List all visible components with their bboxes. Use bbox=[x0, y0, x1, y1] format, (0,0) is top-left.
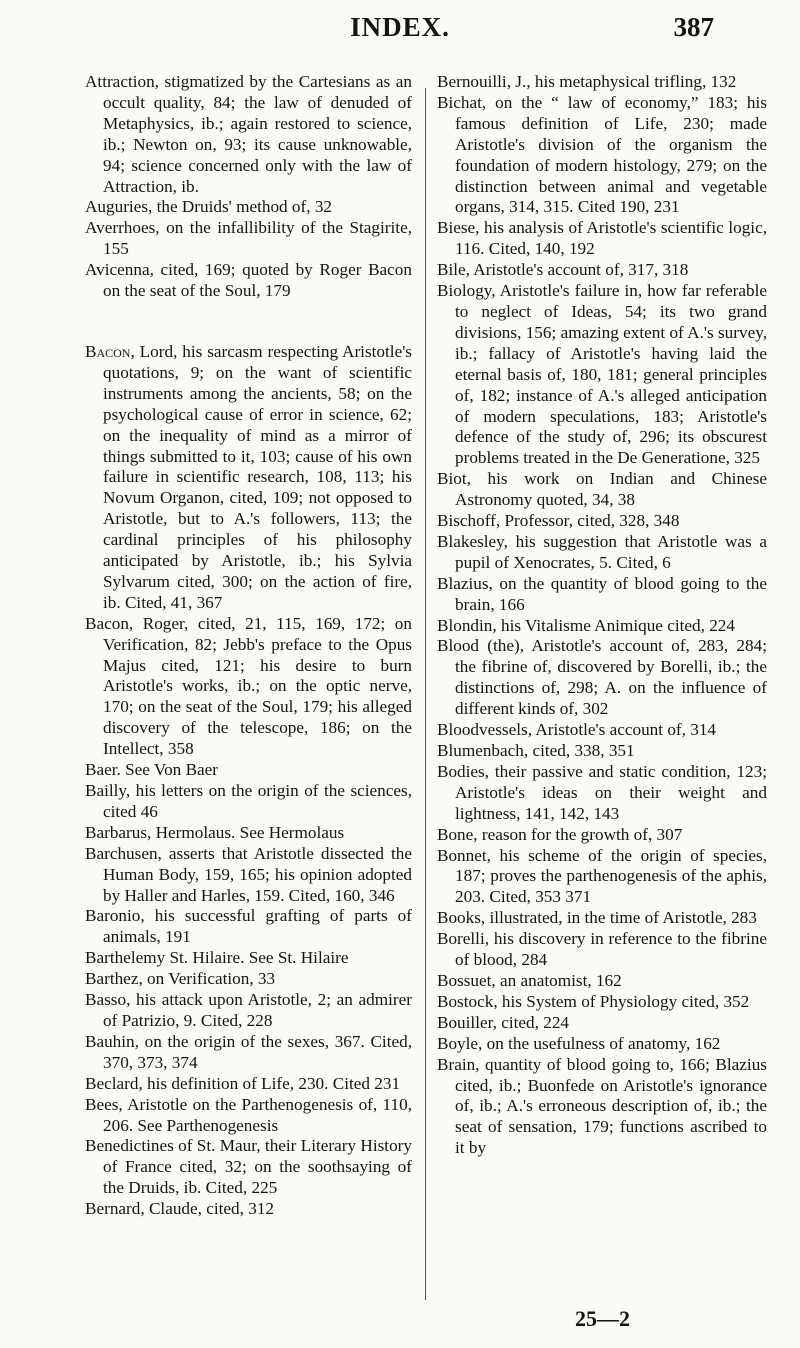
page-number: 387 bbox=[673, 12, 714, 42]
index-entry: Boyle, on the usefulness of anatomy, 162 bbox=[437, 1033, 721, 1053]
index-entry: Benedictines of St. Maur, their Literary History of France cited, 32; on the soothsaying of the Druids, ib. Cited, 225 bbox=[85, 1136, 412, 1198]
index-entry: Bouiller, cited, 224 bbox=[437, 1012, 570, 1032]
index-entry bbox=[85, 342, 412, 614]
signature-mark: 25—2 bbox=[575, 1306, 630, 1331]
index-entry: Blazius, on the quantity of blood going to the brain, 166 bbox=[437, 573, 767, 614]
column-divider bbox=[425, 88, 426, 1300]
index-entry: Beclard, his definition of Life, 230. Cited 231 bbox=[85, 1073, 401, 1093]
entry-text: , Lord, his sarcasm respecting Aristotle's quotations, 9; on the want of scientific instruments among the ancients, 58; on the psychological cause of error in science, 62; on the inequality of mind as a mirror of things submitted to it, 103; cause of his own failure in scientific research, 108, 113; his Novum Organon, cited, 109; not opposed to Aristotle, but to A.'s followers, 113; the cardinal principles of his philosophy anticipated by Aristotle, ib.; his Sylvia Sylvarum cited, 300; on the action of fire, ib. Cited, 41, 367 bbox=[103, 341, 412, 612]
index-entry: Baronio, his successful grafting of parts of animals, 191 bbox=[85, 906, 412, 947]
index-entry: Barbarus, Hermolaus. See Hermolaus bbox=[85, 822, 345, 842]
running-title: INDEX. bbox=[350, 12, 450, 42]
index-entry: Blakesley, his suggestion that Aristotle was a pupil of Xenocrates, 5. Cited, 6 bbox=[437, 531, 767, 572]
index-entry: Attraction, stigmatized by the Cartesians as an occult quality, 84; the law of denuded of Metaphysics, ib.; again restored to science, ib.; Newton on, 93; its cause unknowable, 94; science concerned only with the law of Attraction, ib. bbox=[85, 72, 412, 196]
index-entry: Bernouilli, J., his metaphysical trifling, 132 bbox=[437, 72, 737, 91]
index-entry: Bacon, Roger, cited, 21, 115, 169, 172; on Verification, 82; Jebb's preface to the Opus Majus cited, 121; his desire to burn Aristotle's works, ib.; on the optic nerve, 170; on the seat of the Soul, 179; his alleged discovery of the telescope, 186; on the Intellect, 358 bbox=[85, 613, 412, 759]
entry-heading: Bacon bbox=[85, 341, 131, 361]
right-column bbox=[437, 72, 767, 1159]
index-entry: Bernard, Claude, cited, 312 bbox=[85, 1199, 275, 1219]
index-entry: Averrhoes, on the infallibility of the Stagirite, 155 bbox=[85, 218, 412, 259]
index-entry: Bonnet, his scheme of the origin of species, 187; proves the parthenogenesis of the aphis, 203. Cited, 353 371 bbox=[437, 845, 767, 907]
index-entry: Biology, Aristotle's failure in, how far referable to neglect of Ideas, 54; its two grand divisions, 156; amazing extent of A.'s survey, ib.; fallacy of Aristotle's having laid the eternal basis of, 180, 181; general principles of, 182; instance of A.'s alleged anticipation of modern speculations, 183; Aristotle's defence of the study of, 296; its obscurest problems treated in the De Generatione, 325 bbox=[437, 281, 767, 468]
letter-gap bbox=[85, 302, 412, 342]
index-entry: Blumenbach, cited, 338, 351 bbox=[437, 741, 635, 760]
index-entry: Blood (the), Aristotle's account of, 283, 284; the fibrine of, discovered by Borelli, ib.; the distinctions of, 298; A. on the influence of different kinds of, 302 bbox=[437, 636, 767, 719]
index-entry: Bossuet, an anatomist, 162 bbox=[437, 970, 622, 990]
index-entry: Brain, quantity of blood going to, 166; Blazius cited, ib.; Buonfede on Aristotle's ignorance of, ib.; A.'s erroneous description of, ib.; the seat of sensation, 179; functions ascribed to it by bbox=[437, 1054, 767, 1158]
page-header bbox=[0, 12, 800, 48]
index-entry: Bailly, his letters on the origin of the sciences, cited 46 bbox=[85, 781, 412, 821]
index-entry: Biese, his analysis of Aristotle's scientific logic, 116. Cited, 140, 192 bbox=[437, 218, 767, 259]
index-entry: Bostock, his System of Physiology cited, 352 bbox=[437, 991, 750, 1011]
index-entry: Bees, Aristotle on the Parthenogenesis of, 110, 206. See Parthenogenesis bbox=[85, 1094, 412, 1135]
index-entry: Bloodvessels, Aristotle's account of, 314 bbox=[437, 720, 717, 740]
index-entry: Borelli, his discovery in reference to the fibrine of blood, 284 bbox=[437, 929, 767, 970]
index-entry: Avicenna, cited, 169; quoted by Roger Bacon on the seat of the Soul, 179 bbox=[85, 260, 412, 301]
index-entry: Bichat, on the “ law of economy,” 183; his famous definition of Life, 230; made Aristotle's division of the organism the foundation of modern histology, 279; on the distinction between animal and vegetable organs, 314, 315. Cited 190, 231 bbox=[437, 92, 767, 217]
index-entry: Books, illustrated, in the time of Aristotle, 283 bbox=[437, 908, 757, 928]
index-entry: Biot, his work on Indian and Chinese Astronomy quoted, 34, 38 bbox=[437, 469, 767, 510]
index-entry: Barchusen, asserts that Aristotle dissected the Human Body, 159, 165; his opinion adopted by Haller and Harles, 159. Cited, 160, 346 bbox=[85, 843, 412, 905]
index-entry: Bone, reason for the growth of, 307 bbox=[437, 824, 683, 844]
index-entry: Bauhin, on the origin of the sexes, 367. Cited, 370, 373, 374 bbox=[85, 1031, 412, 1072]
left-column bbox=[85, 72, 412, 1220]
index-entry: Bischoff, Professor, cited, 328, 348 bbox=[437, 511, 680, 531]
index-entry: Barthelemy St. Hilaire. See St. Hilaire bbox=[85, 948, 349, 968]
index-entry: Baer. See Von Baer bbox=[85, 760, 219, 780]
index-entry: Bodies, their passive and static condition, 123; Aristotle's ideas on their weight and lightness, 141, 142, 143 bbox=[437, 761, 767, 823]
index-entry: Bile, Aristotle's account of, 317, 318 bbox=[437, 260, 689, 280]
index-entry: Barthez, on Verification, 33 bbox=[85, 969, 276, 989]
index-entry: Basso, his attack upon Aristotle, 2; an admirer of Patrizio, 9. Cited, 228 bbox=[85, 990, 412, 1030]
index-entry: Blondin, his Vitalisme Animique cited, 224 bbox=[437, 615, 735, 635]
index-entry: Auguries, the Druids' method of, 32 bbox=[85, 197, 333, 217]
